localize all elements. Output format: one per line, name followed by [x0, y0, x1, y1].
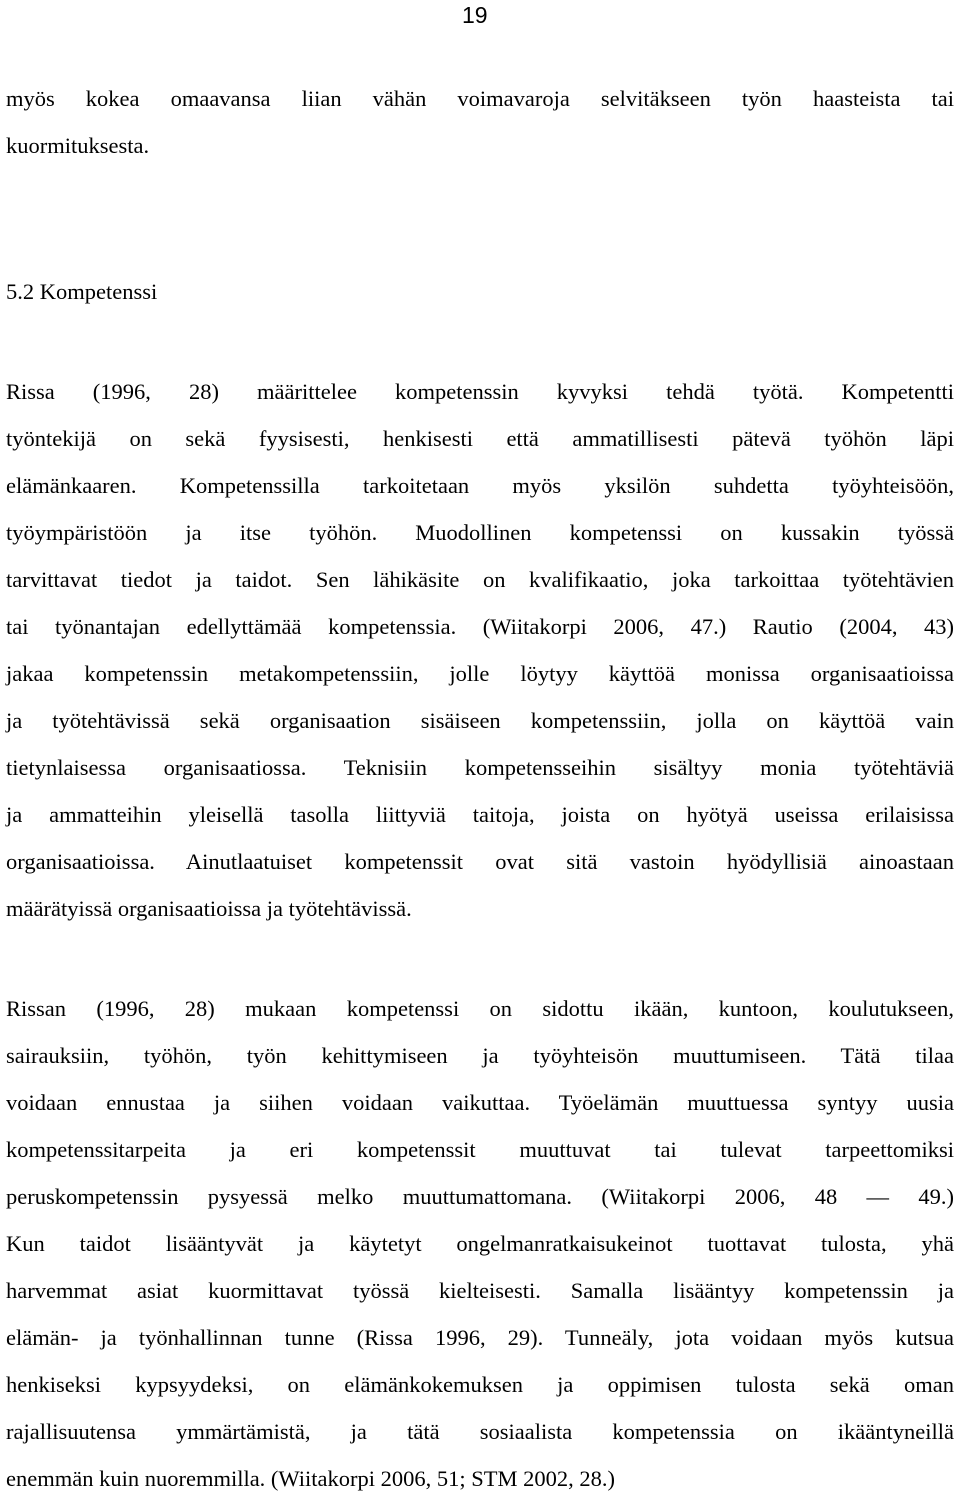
section-heading: 5.2 Kompetenssi [6, 279, 158, 304]
text-line: tarvittavat tiedot ja taidot. Sen lähikäsite on kvalifikaatio, joka tarkoittaa työtehtävien [6, 567, 954, 592]
text-line: ja ammatteihin yleisellä tasolla liittyviä taitoja, joista on hyötyä useissa erilaisissa [6, 802, 954, 827]
text-line: työntekijä on sekä fyysisesti, henkisesti että ammatillisesti pätevä työhön läpi [6, 426, 954, 451]
text-line: elämän- ja työnhallinnan tunne (Rissa 1996, 29). Tunneäly, jota voidaan myös kutsua [6, 1325, 954, 1350]
text-line: organisaatioissa. Ainutlaatuiset kompetenssit ovat sitä vastoin hyödyllisiä ainoastaan [6, 849, 954, 874]
text-line: määrätyissä organisaatioissa ja työtehtävissä. [6, 896, 412, 921]
text-line: tai työnantajan edellyttämää kompetenssia. (Wiitakorpi 2006, 47.) Rautio (2004, 43) [6, 614, 954, 639]
text-line: Kun taidot lisääntyvät ja käytetyt ongelmanratkaisukeinot tuottavat tulosta, yhä [6, 1231, 954, 1256]
page-number: 19 [462, 2, 488, 28]
text-line: peruskompetenssin pysyessä melko muuttumattomana. (Wiitakorpi 2006, 48 — 49.) [6, 1184, 954, 1209]
text-line: myös kokea omaavansa liian vähän voimavaroja selvitäkseen työn haasteista tai [6, 86, 954, 111]
text-line: tietynlaisessa organisaatiossa. Teknisiin kompetensseihin sisältyy monia työtehtäviä [6, 755, 954, 780]
text-line: kompetenssitarpeita ja eri kompetenssit muuttuvat tai tulevat tarpeettomiksi [6, 1137, 954, 1162]
text-line: elämänkaaren. Kompetenssilla tarkoitetaan myös yksilön suhdetta työyhteisöön, [6, 473, 954, 498]
text-line: henkiseksi kypsyydeksi, on elämänkokemuksen ja oppimisen tulosta sekä oman [6, 1372, 954, 1397]
text-line: ja työtehtävissä sekä organisaation sisäiseen kompetenssiin, jolla on käyttöä vain [6, 708, 954, 733]
text-line: voidaan ennustaa ja siihen voidaan vaikuttaa. Työelämän muuttuessa syntyy uusia [6, 1090, 954, 1115]
text-line: sairauksiin, työhön, työn kehittymiseen ja työyhteisön muuttumiseen. Tätä tilaa [6, 1043, 954, 1068]
text-line: enemmän kuin nuoremmilla. (Wiitakorpi 2006, 51; STM 2002, 28.) [6, 1466, 616, 1491]
text-line: rajallisuutensa ymmärtämistä, ja tätä sosiaalista kompetenssia on ikääntyneillä [6, 1419, 954, 1444]
text-line: harvemmat asiat kuormittavat työssä kielteisesti. Samalla lisääntyy kompetenssin ja [6, 1278, 954, 1303]
text-line: Rissa (1996, 28) määrittelee kompetenssin kyvyksi tehdä työtä. Kompetentti [6, 379, 954, 404]
text-line: Rissan (1996, 28) mukaan kompetenssi on sidottu ikään, kuntoon, koulutukseen, [6, 996, 954, 1021]
text-line: kuormituksesta. [6, 133, 150, 158]
text-line: työympäristöön ja itse työhön. Muodollinen kompetenssi on kussakin työssä [6, 520, 954, 545]
text-line: jakaa kompetenssin metakompetenssiin, jolle löytyy käyttöä monissa organisaatioissa [6, 661, 954, 686]
